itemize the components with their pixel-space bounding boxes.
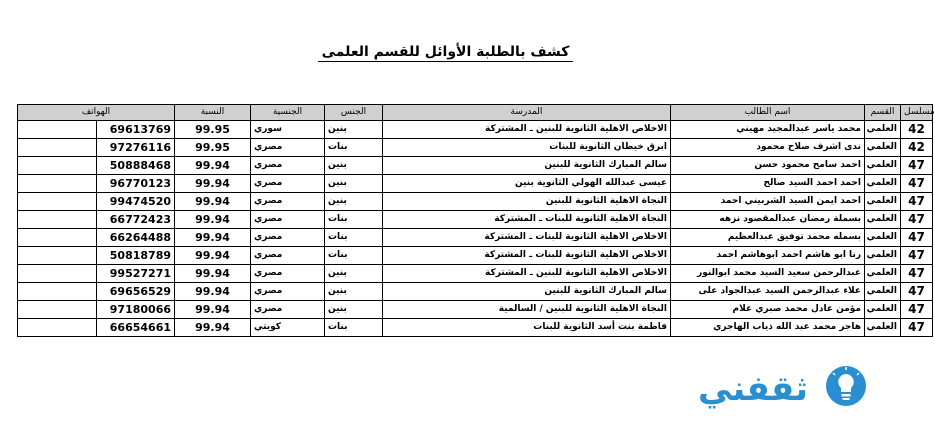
cell-school: سالم المبارك الثانوية للبنين (383, 157, 671, 175)
cell-nationality: مصري (251, 247, 325, 265)
cell-student: علاء عبدالرحمن السيد عبدالجواد على (671, 283, 865, 301)
table-row (18, 121, 933, 139)
cell-phone: 99527271 (97, 265, 175, 283)
page-title-text: كشف بالطلبة الأوائل للقسم العلمى (318, 44, 574, 62)
row-blank-cell (18, 193, 97, 211)
row-blank-cell (18, 175, 97, 193)
header-serial: مسلسل (901, 105, 933, 121)
cell-score: 99.94 (175, 175, 251, 193)
cell-student: بسملة رمضان عبدالمقصود نزهه (671, 211, 865, 229)
cell-score: 99.94 (175, 301, 251, 319)
cell-nationality: مصري (251, 175, 325, 193)
cell-serial: 47 (901, 157, 933, 175)
cell-score: 99.95 (175, 121, 251, 139)
cell-department: العلمي (865, 229, 901, 247)
row-blank-cell (18, 265, 97, 283)
table-row (18, 157, 933, 175)
cell-school: النجاة الاهلية الثانوية للبنين (383, 193, 671, 211)
cell-student: احمد احمد السيد صالح (671, 175, 865, 193)
cell-gender: بنين (325, 193, 383, 211)
cell-serial: 47 (901, 301, 933, 319)
cell-school: فاطمة بنت أسد الثانوية للبنات (383, 319, 671, 337)
cell-nationality: مصري (251, 193, 325, 211)
cell-serial: 42 (901, 121, 933, 139)
cell-nationality: مصري (251, 211, 325, 229)
cell-school: عيسى عبدالله الهولي الثانوية بنين (383, 175, 671, 193)
cell-nationality: سوري (251, 121, 325, 139)
cell-phone: 96770123 (97, 175, 175, 193)
header-student: اسم الطالب (671, 105, 865, 121)
cell-nationality: مصري (251, 229, 325, 247)
header-department: القسم (865, 105, 901, 121)
cell-phone: 50818789 (97, 247, 175, 265)
row-blank-cell (18, 121, 97, 139)
cell-serial: 47 (901, 283, 933, 301)
cell-student: هاجر محمد عبد الله ذياب الهاجري (671, 319, 865, 337)
row-blank-cell (18, 211, 97, 229)
cell-student: بسمله محمد توفيق عبدالعظيم (671, 229, 865, 247)
cell-department: العلمي (865, 301, 901, 319)
cell-score: 99.95 (175, 139, 251, 157)
cell-department: العلمي (865, 139, 901, 157)
header-phone: الهواتف (18, 105, 175, 121)
cell-serial: 47 (901, 265, 933, 283)
cell-gender: بنات (325, 247, 383, 265)
cell-serial: 47 (901, 319, 933, 337)
cell-score: 99.94 (175, 211, 251, 229)
cell-school: الاخلاص الاهلية الثانوية للبنات ـ المشتركة (383, 229, 671, 247)
cell-serial: 47 (901, 247, 933, 265)
cell-student: محمد ياسر عبدالمجيد مهيني (671, 121, 865, 139)
cell-nationality: مصري (251, 283, 325, 301)
header-school: المدرسة (383, 105, 671, 121)
cell-gender: بنين (325, 265, 383, 283)
cell-school: ابرق خيطان الثانوية للبنات (383, 139, 671, 157)
cell-score: 99.94 (175, 193, 251, 211)
cell-department: العلمي (865, 247, 901, 265)
cell-score: 99.94 (175, 283, 251, 301)
logo-wordmark: ثقفني (698, 369, 808, 409)
table-body (18, 121, 933, 337)
cell-gender: بنات (325, 229, 383, 247)
cell-student: ندى اشرف صلاح محمود (671, 139, 865, 157)
cell-gender: بنات (325, 211, 383, 229)
cell-gender: بنين (325, 301, 383, 319)
cell-department: العلمي (865, 211, 901, 229)
row-blank-cell (18, 247, 97, 265)
table-row (18, 139, 933, 157)
cell-phone: 69656529 (97, 283, 175, 301)
cell-gender: بنين (325, 157, 383, 175)
cell-phone: 69613769 (97, 121, 175, 139)
table-row (18, 193, 933, 211)
row-blank-cell (18, 301, 97, 319)
cell-serial: 47 (901, 193, 933, 211)
table-row (18, 283, 933, 301)
cell-gender: بنات (325, 139, 383, 157)
table-row (18, 229, 933, 247)
table-row (18, 319, 933, 337)
cell-phone: 99474520 (97, 193, 175, 211)
table-row (18, 265, 933, 283)
cell-department: العلمي (865, 193, 901, 211)
lightbulb-icon (826, 366, 866, 406)
cell-phone: 97180066 (97, 301, 175, 319)
cell-school: الاخلاص الاهلية الثانوية للبنات ـ المشتركة (383, 247, 671, 265)
cell-phone: 66264488 (97, 229, 175, 247)
cell-school: النجاة الاهلية الثانوية للبنات ـ المشتركة (383, 211, 671, 229)
cell-gender: بنين (325, 121, 383, 139)
cell-nationality: مصري (251, 265, 325, 283)
row-blank-cell (18, 283, 97, 301)
cell-gender: بنات (325, 319, 383, 337)
cell-serial: 47 (901, 229, 933, 247)
cell-department: العلمي (865, 175, 901, 193)
row-blank-cell (18, 229, 97, 247)
cell-gender: بنين (325, 283, 383, 301)
header-nationality: الجنسية (251, 105, 325, 121)
table-header-row (18, 105, 933, 121)
cell-student: مؤمن عادل محمد صبري علام (671, 301, 865, 319)
table-row (18, 211, 933, 229)
cell-score: 99.94 (175, 265, 251, 283)
cell-student: احمد ايمن السيد الشربيني احمد (671, 193, 865, 211)
cell-score: 99.94 (175, 247, 251, 265)
cell-serial: 47 (901, 175, 933, 193)
header-score: النسبة (175, 105, 251, 121)
cell-school: الاخلاص الاهلية الثانوية للبنين ـ المشتركة (383, 121, 671, 139)
cell-school: النجاة الاهلية الثانوية للبنين / السالمية (383, 301, 671, 319)
cell-nationality: مصري (251, 139, 325, 157)
row-blank-cell (18, 319, 97, 337)
cell-score: 99.94 (175, 319, 251, 337)
site-logo (680, 358, 880, 418)
cell-nationality: مصري (251, 157, 325, 175)
cell-student: رنا ابو هاشم احمد ابوهاشم احمد (671, 247, 865, 265)
cell-phone: 97276116 (97, 139, 175, 157)
table-row (18, 301, 933, 319)
cell-gender: بنين (325, 175, 383, 193)
results-table (17, 104, 933, 337)
header-gender: الجنس (325, 105, 383, 121)
table-row (18, 247, 933, 265)
cell-nationality: مصري (251, 301, 325, 319)
cell-phone: 66772423 (97, 211, 175, 229)
cell-department: العلمي (865, 157, 901, 175)
row-blank-cell (18, 139, 97, 157)
row-blank-cell (18, 157, 97, 175)
cell-student: عبدالرحمن سعيد السيد محمد ابوالنور (671, 265, 865, 283)
page-title (0, 44, 891, 60)
cell-serial: 47 (901, 211, 933, 229)
cell-nationality: كويتي (251, 319, 325, 337)
cell-student: احمد سامح محمود حسن (671, 157, 865, 175)
cell-department: العلمي (865, 121, 901, 139)
cell-serial: 42 (901, 139, 933, 157)
cell-school: الاخلاص الاهلية الثانوية للبنين ـ المشتركة (383, 265, 671, 283)
cell-score: 99.94 (175, 157, 251, 175)
table-row (18, 175, 933, 193)
cell-department: العلمي (865, 319, 901, 337)
cell-department: العلمي (865, 283, 901, 301)
cell-score: 99.94 (175, 229, 251, 247)
cell-department: العلمي (865, 265, 901, 283)
cell-phone: 66654661 (97, 319, 175, 337)
cell-school: سالم المبارك الثانوية للبنين (383, 283, 671, 301)
cell-phone: 50888468 (97, 157, 175, 175)
